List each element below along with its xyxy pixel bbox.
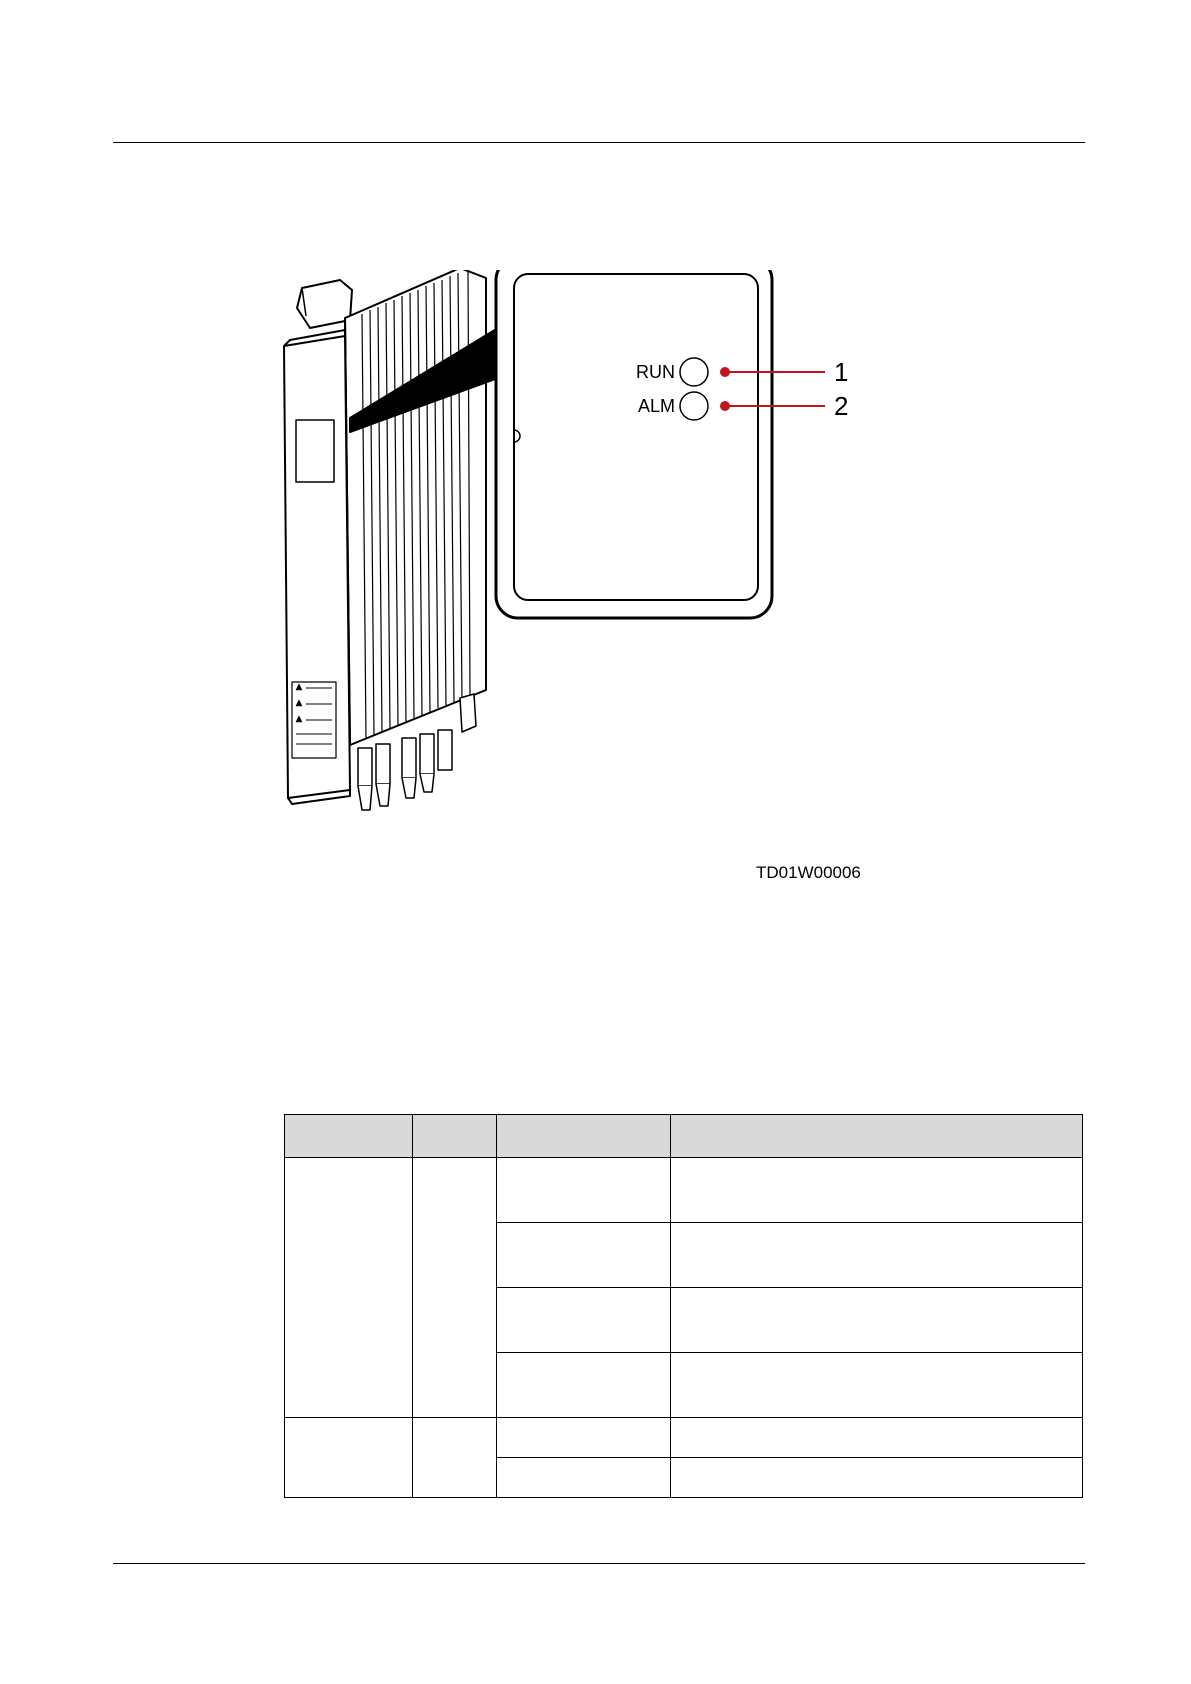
table-cell — [497, 1353, 671, 1418]
table-cell — [413, 1418, 497, 1498]
figure-code: TD01W00006 — [756, 863, 861, 882]
table-header-row — [285, 1115, 1083, 1158]
callout-number-1: 1 — [834, 357, 849, 387]
table-row — [285, 1158, 1083, 1223]
run-led-label: RUN — [636, 362, 675, 382]
led-table — [284, 1114, 1083, 1498]
table-cell — [497, 1418, 671, 1458]
table-cell — [497, 1458, 671, 1498]
table-cell — [497, 1158, 671, 1223]
table-cell — [671, 1418, 1083, 1458]
device-illustration — [284, 270, 498, 810]
table-cell — [671, 1288, 1083, 1353]
table-cell — [285, 1418, 413, 1498]
alm-led-label: ALM — [637, 396, 675, 416]
callout-number-2: 2 — [834, 391, 849, 421]
table-cell — [285, 1158, 413, 1418]
table-cell — [671, 1458, 1083, 1498]
device-figure — [270, 270, 910, 900]
table-cell — [671, 1158, 1083, 1223]
header-rule — [113, 142, 1085, 143]
table-header-cell — [671, 1115, 1083, 1158]
zoom-panel — [496, 270, 772, 618]
table-cell — [497, 1223, 671, 1288]
table-header-cell — [285, 1115, 413, 1158]
table-header-cell — [497, 1115, 671, 1158]
footer-rule — [113, 1563, 1085, 1564]
table-header-cell — [413, 1115, 497, 1158]
table-cell — [671, 1353, 1083, 1418]
table-cell — [671, 1223, 1083, 1288]
table-cell — [497, 1288, 671, 1353]
table-cell — [413, 1158, 497, 1418]
table-row — [285, 1418, 1083, 1458]
